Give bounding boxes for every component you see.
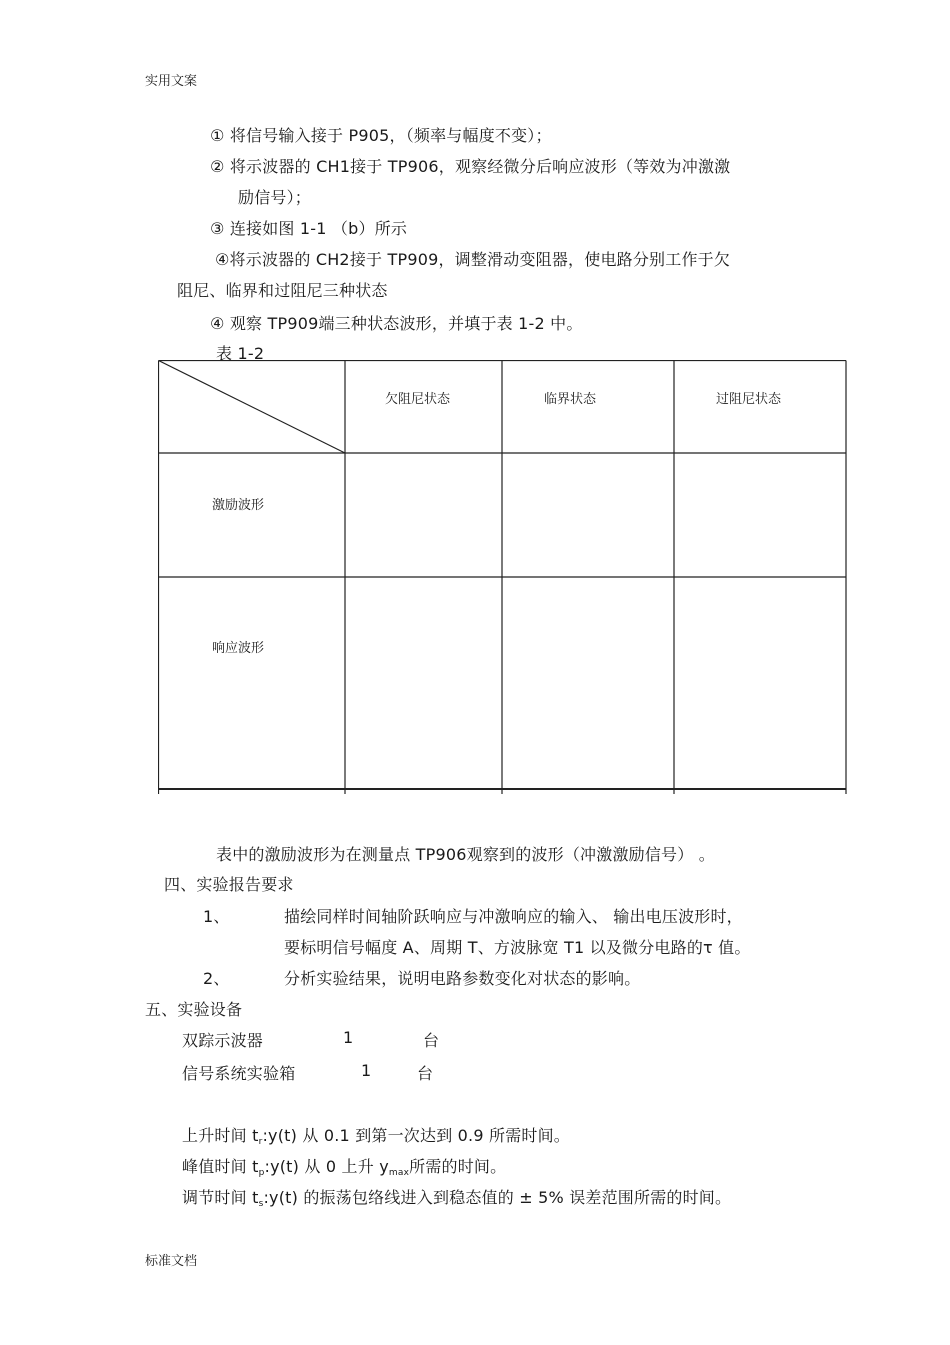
- section-4-item-1-line-2: 要标明信号幅度 A、周期 T、方波脉宽 T1 以及微分电路的τ 值。: [284, 938, 751, 957]
- def-peak-label: 峰值时间 t: [182, 1157, 259, 1176]
- col-header-overdamped: 过阻尼状态: [716, 392, 782, 407]
- def-rise-text: :y(t) 从 0.1 到第一次达到 0.9 所需时间。: [262, 1126, 571, 1145]
- equipment-2-name: 信号系统实验箱: [182, 1064, 296, 1083]
- step-3: ③ 连接如图 1-1 （b）所示: [210, 219, 408, 238]
- def-settle-label: 调节时间 t: [182, 1188, 259, 1207]
- section-4-item-2: 分析实验结果，说明电路参数变化对状态的影响。: [284, 969, 641, 988]
- equipment-2-unit: 台: [417, 1064, 434, 1083]
- def-peak-text-b: 所需的时间。: [409, 1157, 507, 1176]
- section-4-title: 四、实验报告要求: [164, 875, 294, 894]
- section-4-item-1-num: 1、: [203, 907, 230, 926]
- equipment-1-name: 双踪示波器: [182, 1031, 264, 1050]
- section-4-item-1-line-1: 描绘同样时间轴阶跃响应与冲激响应的输入、 输出电压波形时，: [284, 907, 743, 926]
- step-5: ④ 观察 TP909端三种状态波形，并填于表 1-2 中。: [210, 314, 583, 333]
- section-5-title: 五、实验设备: [145, 1000, 243, 1019]
- step-4-line-2: 阻尼、临界和过阻尼三种状态: [177, 281, 388, 300]
- equipment-1-unit: 台: [423, 1031, 440, 1050]
- def-settle-text: :y(t) 的振荡包络线进入到稳态值的 ± 5% 误差范围所需的时间。: [263, 1188, 732, 1207]
- table-note: 表中的激励波形为在测量点 TP906观察到的波形（冲激激励信号） 。: [216, 845, 715, 864]
- row-header-response: 响应波形: [212, 641, 265, 656]
- def-settling-time: [182, 1185, 731, 1208]
- section-4-item-2-num: 2、: [203, 969, 230, 988]
- table-1-2: [158, 360, 850, 796]
- header-diagonal: [159, 361, 346, 454]
- page-header: 实用文案: [145, 74, 198, 89]
- step-2-line-1: ② 将示波器的 CH1接于 TP906，观察经微分后响应波形（等效为冲激激: [210, 157, 731, 176]
- row-header-excitation: 激励波形: [212, 498, 265, 513]
- col-header-critical: 临界状态: [544, 392, 597, 407]
- def-peak-sub: p: [258, 1168, 265, 1178]
- def-rise-sub: r: [258, 1137, 263, 1147]
- equipment-1-qty: 1: [343, 1028, 354, 1047]
- step-2-line-2: 励信号）；: [238, 188, 312, 207]
- def-peak-sub-max: max: [388, 1168, 410, 1178]
- def-settle-sub: s: [258, 1199, 264, 1209]
- equipment-2-qty: 1: [361, 1061, 372, 1080]
- step-1: ① 将信号输入接于 P905，（频率与幅度不变）；: [210, 126, 552, 145]
- page-footer: 标准文档: [145, 1254, 198, 1269]
- def-rise-label: 上升时间 t: [182, 1126, 259, 1145]
- def-rise-time: [182, 1123, 570, 1146]
- def-peak-text-a: :y(t) 从 0 上升 y: [264, 1157, 389, 1176]
- col-header-underdamped: 欠阻尼状态: [385, 392, 451, 407]
- def-peak-time: [182, 1154, 506, 1177]
- table-caption: 表 1-2: [216, 344, 265, 363]
- step-4-line-1: ④将示波器的 CH2接于 TP909，调整滑动变阻器，使电路分别工作于欠: [215, 250, 731, 269]
